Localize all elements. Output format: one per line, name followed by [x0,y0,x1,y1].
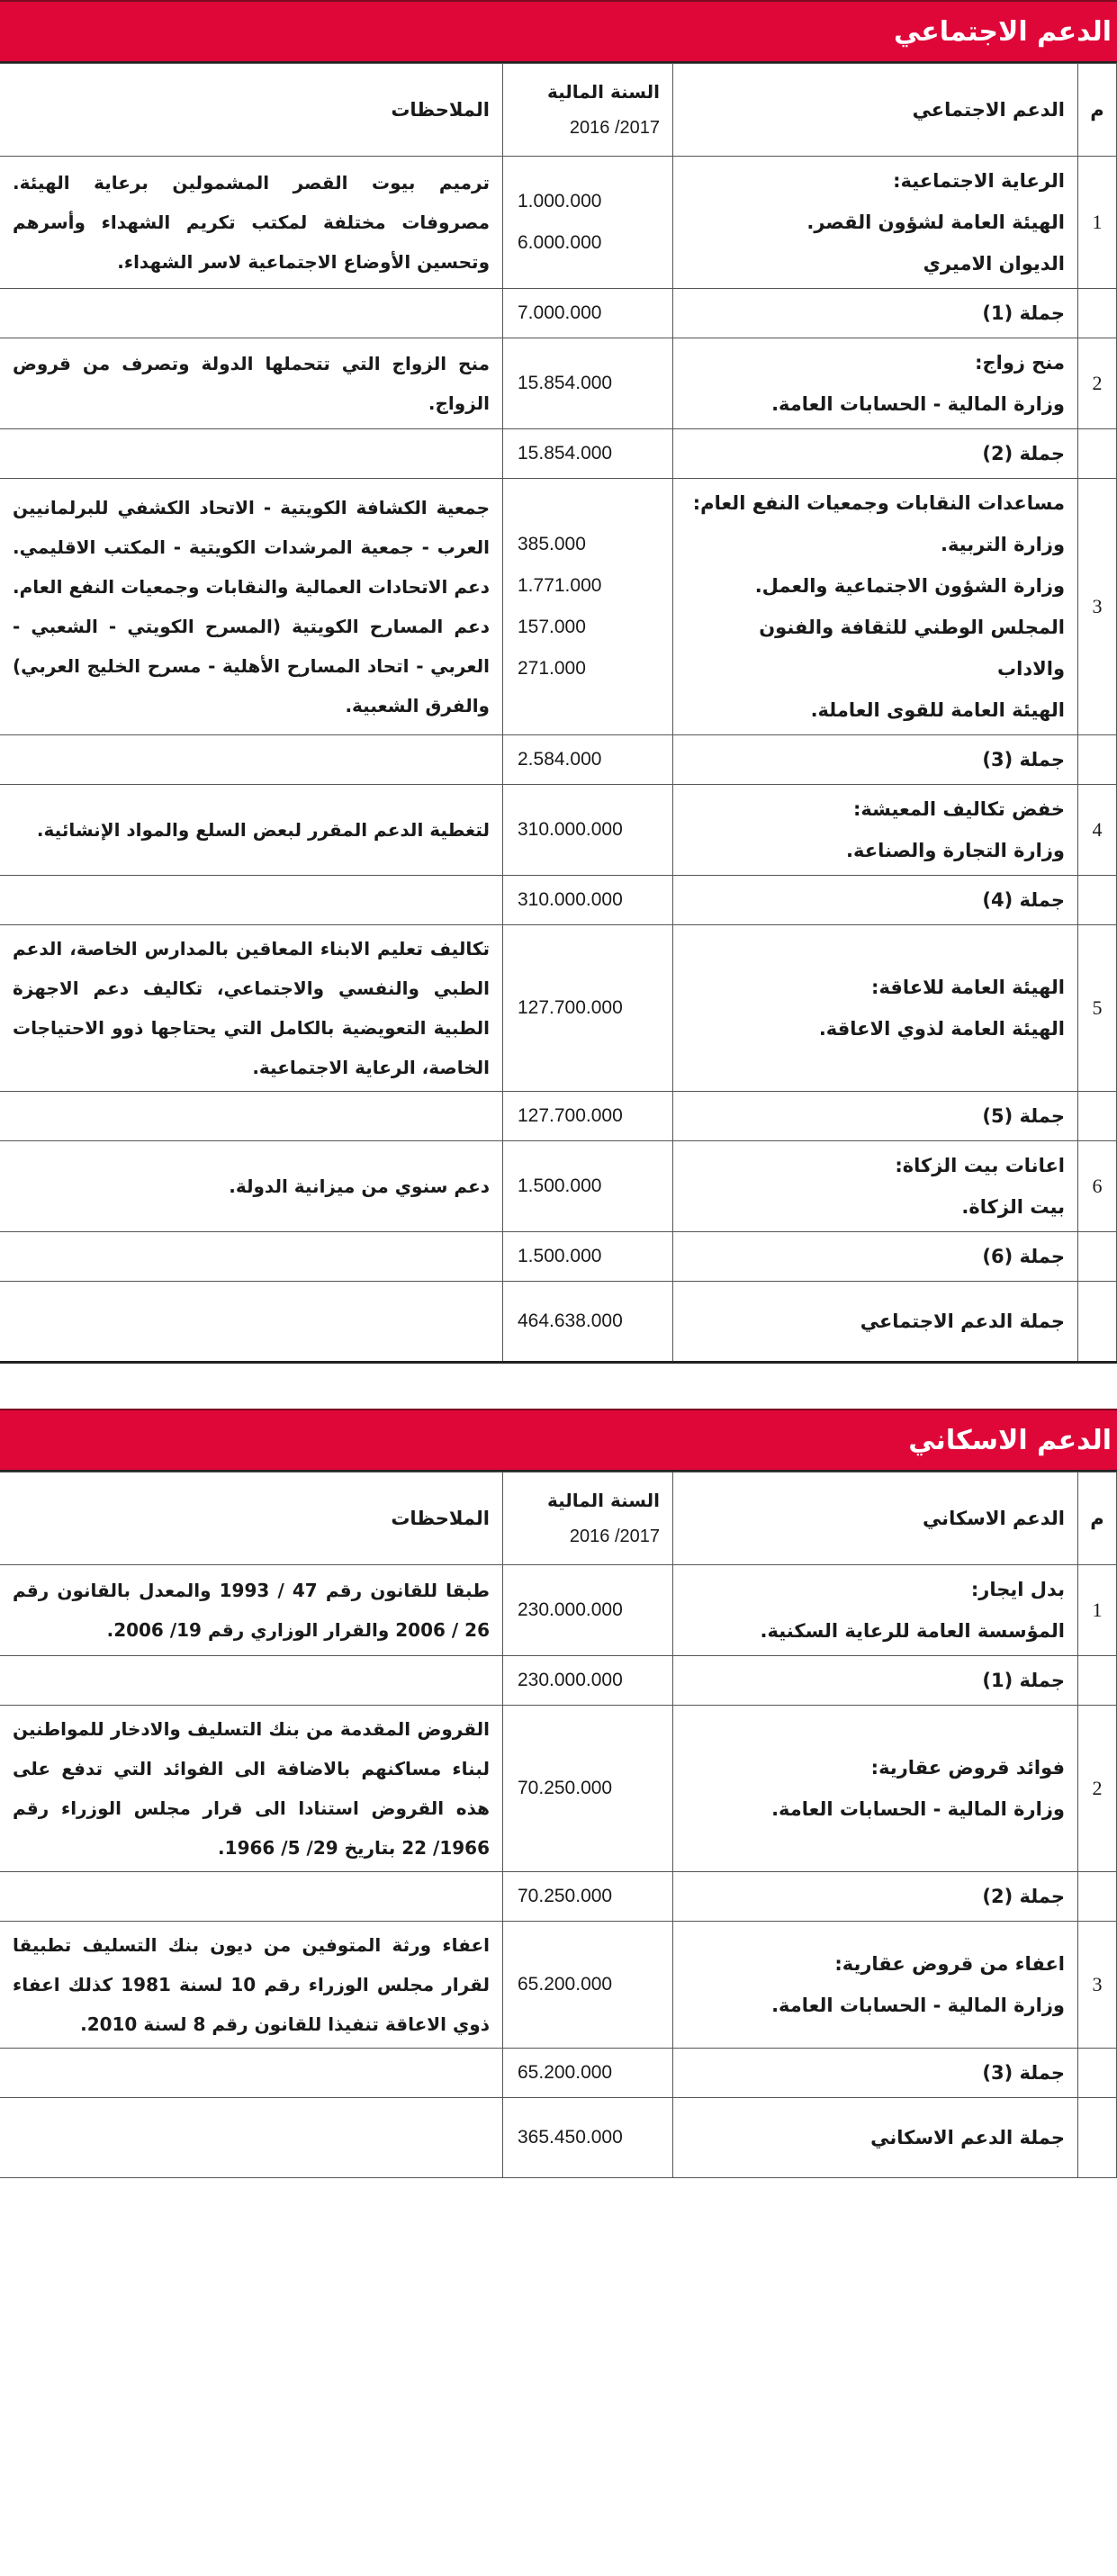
item-line: الهيئة العامة للاعاقة: [871,977,1065,998]
item-line: وزارة التجارة والصناعة. [846,840,1065,861]
item-line: اعفاء من قروض عقارية: [834,1953,1065,1975]
subtotal-amount: 15.854.000 [503,429,673,479]
row-notes: تكاليف تعليم الابناء المعاقين بالمدارس الخاصة، الدعم الطبي والنفسي والاجتماعي، تكاليف دعم الاجهزة الطبية التعويضية بالكامل التي يحتاجها ذوو الاحتياجات الخاصة، الرعاية الاجتماعية. [0,925,503,1092]
subtotal-num-cell [1078,1092,1117,1141]
subtotal-num-cell [1078,1656,1117,1706]
subtotal-row [0,429,1117,479]
amount-value: 1.000.000 [518,191,602,212]
subtotal-label: جملة (6) [673,1232,1078,1282]
item-line: منح زواج: [975,352,1065,374]
item-line: فوائد قروض عقارية: [870,1757,1065,1779]
subtotal-row [0,1656,1117,1706]
item-line: المؤسسة العامة للرعاية السكنية. [760,1620,1065,1642]
housing-support-section [0,1409,1117,2178]
subtotal-row [0,289,1117,338]
item-line: مساعدات النقابات وجمعيات النفع العام: [692,492,1065,514]
subtotal-amount: 310.000.000 [503,876,673,925]
subtotal-label: جملة (1) [673,1656,1078,1706]
item-line: وزارة المالية - الحسابات العامة. [771,393,1065,415]
row-notes: القروض المقدمة من بنك التسليف والادخار للمواطنين لبناء مساكنهم بالاضافة الى الفوائد التي تدفع على هذه القروض استنادا الى قرار مجلس الوزراء رقم 1966/ 22 بتاريخ 29/ 5/ 1966. [0,1706,503,1872]
item-line: الديوان الاميري [923,253,1065,275]
amount-value: 65.200.000 [518,1974,613,1995]
amount-value: 310.000.000 [518,819,623,840]
amount-value: 70.250.000 [518,1778,613,1798]
row-notes: دعم سنوي من ميزانية الدولة. [0,1141,503,1232]
table-header-row [0,1473,1117,1565]
table-header-row [0,64,1117,157]
row-notes: منح الزواج التي تتحملها الدولة وتصرف من قروض الزواج. [0,338,503,429]
subtotal-label: جملة (2) [673,1872,1078,1922]
subtotal-amount: 1.500.000 [503,1232,673,1282]
subtotal-amount: 127.700.000 [503,1092,673,1141]
header-item: الدعم الاجتماعي [673,64,1078,157]
row-number: 2 [1078,1706,1117,1872]
subtotal-notes-cell [0,1656,503,1706]
item-line: بدل ايجار: [970,1579,1065,1600]
header-amount [503,1473,673,1565]
row-notes: اعفاء ورثة المتوفين من ديون بنك التسليف تطبيقا لقرار مجلس الوزراء رقم 10 لسنة 1981 كذلك اعفاء ذوي الاعاقة تنفيذا للقانون رقم 8 لسنة 2010. [0,1922,503,2049]
table-row [0,925,1117,1092]
total-label: جملة الدعم الاسكاني [673,2098,1078,2178]
housing-total-row [0,2098,1117,2178]
subtotal-row [0,1232,1117,1282]
subtotal-amount: 7.000.000 [503,289,673,338]
header-amount-line2: 2016 /2017 [569,118,660,138]
subtotal-num-cell [1078,2049,1117,2098]
row-number: 3 [1078,479,1117,735]
row-number: 5 [1078,925,1117,1092]
row-amount [503,479,673,735]
social-support-body [0,157,1117,1282]
housing-support-table [0,1472,1117,2178]
section-title: الدعم الاسكاني [908,1424,1112,1456]
table-row [0,1565,1117,1656]
subtotal-num-cell [1078,876,1117,925]
subtotal-amount: 230.000.000 [503,1656,673,1706]
subtotal-num-cell [1078,1232,1117,1282]
subtotal-label: جملة (2) [673,429,1078,479]
row-amount [503,785,673,876]
row-item [673,1922,1078,2049]
item-line: الهيئة العامة لشؤون القصر. [806,212,1065,233]
subtotal-num-cell [1078,289,1117,338]
total-label: جملة الدعم الاجتماعي [673,1282,1078,1363]
row-item [673,1565,1078,1656]
total-num-cell [1078,2098,1117,2178]
subtotal-notes-cell [0,2049,503,2098]
table-row [0,479,1117,735]
subtotal-amount: 70.250.000 [503,1872,673,1922]
item-line: اعانات بيت الزكاة: [895,1155,1065,1176]
item-line: وزارة الشؤون الاجتماعية والعمل. [754,575,1065,597]
item-line: الرعاية الاجتماعية: [893,170,1065,192]
item-line: وزارة التربية. [940,534,1065,555]
subtotal-notes-cell [0,1232,503,1282]
header-amount-line1: السنة المالية [546,81,660,103]
row-notes: طبقا للقانون رقم 47 / 1993 والمعدل بالقانون رقم 26 / 2006 والقرار الوزاري رقم 19/ 2006. [0,1565,503,1656]
total-amount: 464.638.000 [503,1282,673,1363]
section-title: الدعم الاجتماعي [893,15,1112,48]
subtotal-row [0,876,1117,925]
subtotal-label: جملة (5) [673,1092,1078,1141]
row-amount [503,157,673,289]
amount-value: 385.000 [518,534,586,554]
row-item [673,1706,1078,1872]
row-amount [503,1565,673,1656]
subtotal-notes-cell [0,1872,503,1922]
item-line: المجلس الوطني للثقافة والفنون والاداب [759,617,1065,680]
header-item: الدعم الاسكاني [673,1473,1078,1565]
row-notes: لتغطية الدعم المقرر لبعض السلع والمواد الإنشائية. [0,785,503,876]
section-gap [0,1364,1117,1409]
row-amount [503,338,673,429]
row-amount [503,1922,673,2049]
table-row [0,157,1117,289]
header-num: م [1078,1473,1117,1565]
row-number: 1 [1078,1565,1117,1656]
row-number: 1 [1078,157,1117,289]
housing-support-body [0,1565,1117,2098]
amount-value: 127.700.000 [518,997,623,1018]
amount-value: 271.000 [518,658,586,679]
item-line: خفض تكاليف المعيشة: [852,798,1065,820]
row-number: 2 [1078,338,1117,429]
subtotal-label: جملة (3) [673,2049,1078,2098]
row-notes: جمعية الكشافة الكويتية - الاتحاد الكشفي للبرلمانيين العرب - جمعية المرشدات الكويتية - المكتب الاقليمي. دعم الاتحادات العمالية والنقابات وجمعيات النفع العام. دعم المسارح الكويتية (المسرح الكويتي - الشعبي - العربي - اتحاد المسارح الأهلية - مسرح الخليج العربي) والفرق الشعبية. [0,479,503,735]
subtotal-label: جملة (4) [673,876,1078,925]
table-row [0,1922,1117,2049]
social-support-banner [0,0,1117,63]
amount-value: 230.000.000 [518,1599,623,1620]
social-support-table [0,63,1117,1364]
subtotal-notes-cell [0,289,503,338]
amount-value: 1.771.000 [518,575,602,596]
subtotal-row [0,735,1117,785]
housing-support-banner [0,1409,1117,1472]
table-row [0,785,1117,876]
subtotal-num-cell [1078,429,1117,479]
total-num-cell [1078,1282,1117,1363]
subtotal-row [0,1092,1117,1141]
row-item [673,479,1078,735]
header-amount-line2: 2016 /2017 [569,1527,660,1546]
social-total-row [0,1282,1117,1363]
row-number: 3 [1078,1922,1117,2049]
table-row [0,1706,1117,1872]
row-amount [503,1141,673,1232]
amount-value: 1.500.000 [518,1175,602,1196]
row-item [673,1141,1078,1232]
subtotal-notes-cell [0,735,503,785]
table-row [0,1141,1117,1232]
subtotal-notes-cell [0,876,503,925]
row-amount [503,925,673,1092]
item-line: الهيئة العامة لذوي الاعاقة. [818,1018,1065,1040]
subtotal-notes-cell [0,429,503,479]
row-number: 4 [1078,785,1117,876]
header-notes: الملاحظات [0,64,503,157]
item-line: الهيئة العامة للقوى العاملة. [810,699,1065,721]
row-number: 6 [1078,1141,1117,1232]
header-amount [503,64,673,157]
row-item [673,785,1078,876]
subtotal-amount: 65.200.000 [503,2049,673,2098]
item-line: وزارة المالية - الحسابات العامة. [771,1995,1065,2016]
subtotal-label: جملة (3) [673,735,1078,785]
amount-value: 6.000.000 [518,232,602,253]
total-notes-cell [0,1282,503,1363]
header-notes: الملاحظات [0,1473,503,1565]
subtotal-amount: 2.584.000 [503,735,673,785]
subtotal-label: جملة (1) [673,289,1078,338]
amount-value: 15.854.000 [518,373,613,393]
amount-value: 157.000 [518,617,586,637]
row-notes: ترميم بيوت القصر المشمولين برعاية الهيئة. مصروفات مختلفة لمكتب تكريم الشهداء وأسرهم وتحسين الأوضاع الاجتماعية لاسر الشهداء. [0,157,503,289]
row-item [673,338,1078,429]
subtotal-notes-cell [0,1092,503,1141]
subtotal-row [0,1872,1117,1922]
header-num: م [1078,64,1117,157]
row-item [673,157,1078,289]
subtotal-num-cell [1078,735,1117,785]
row-item [673,925,1078,1092]
subtotal-row [0,2049,1117,2098]
total-amount: 365.450.000 [503,2098,673,2178]
table-row [0,338,1117,429]
row-amount [503,1706,673,1872]
item-line: بيت الزكاة. [961,1196,1065,1218]
item-line: وزارة المالية - الحسابات العامة. [771,1798,1065,1820]
subtotal-num-cell [1078,1872,1117,1922]
total-notes-cell [0,2098,503,2178]
header-amount-line1: السنة المالية [546,1490,660,1511]
